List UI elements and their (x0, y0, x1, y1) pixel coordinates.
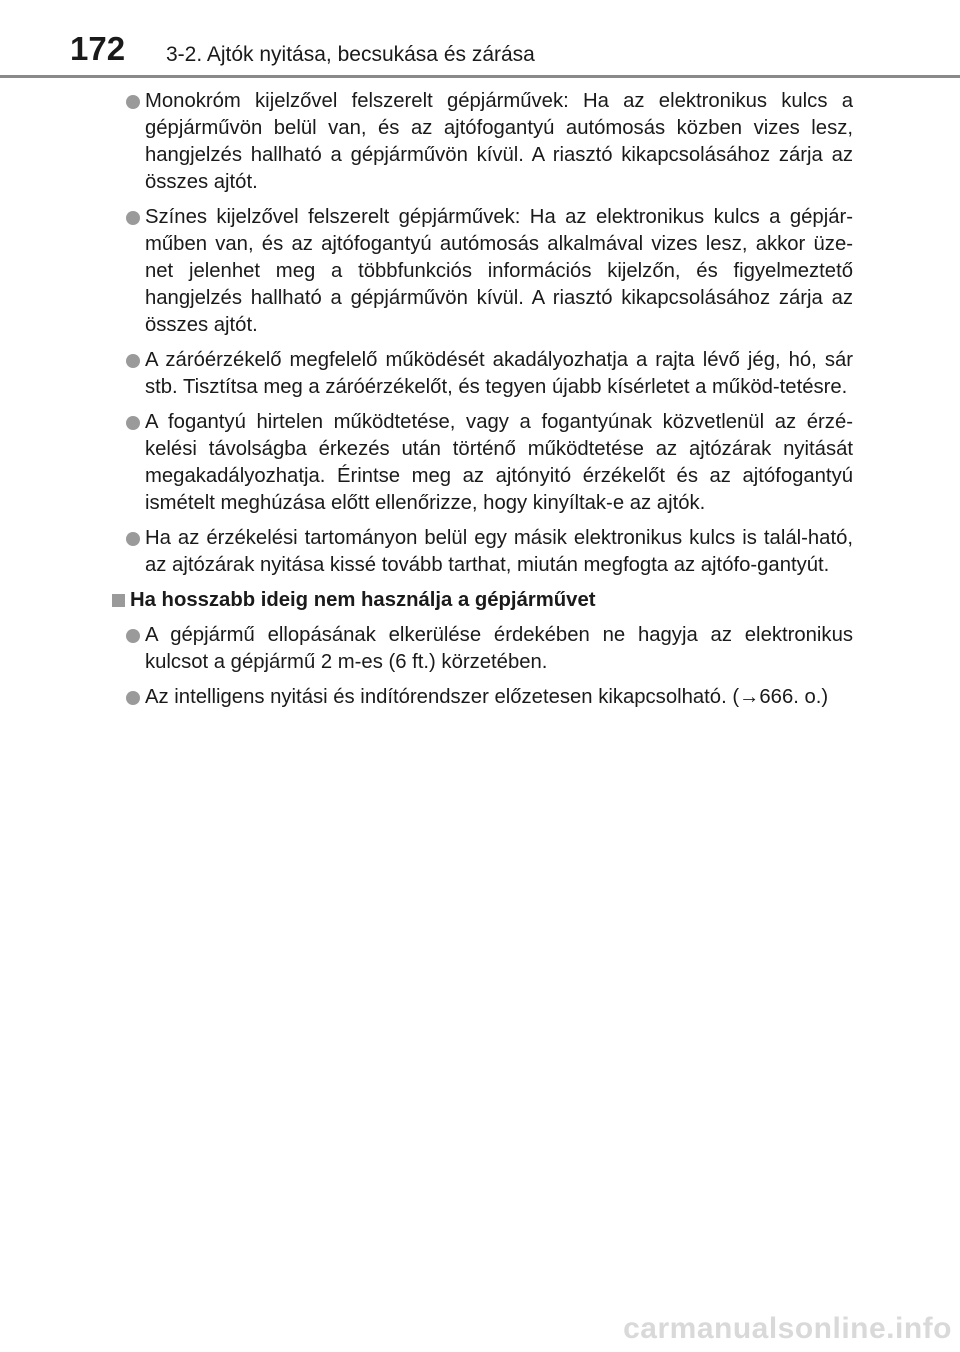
section-title: 3-2. Ajtók nyitása, becsukása és zárása (166, 43, 535, 66)
bullet-dot-icon (126, 532, 140, 546)
page-number: 172 (70, 30, 126, 67)
list-item (108, 525, 853, 579)
list-item (108, 622, 853, 676)
list-item (108, 204, 853, 339)
header-rule (0, 75, 960, 78)
bullet-dot-icon (126, 629, 140, 643)
watermark: carmanualsonline.info (623, 1312, 952, 1345)
subsection-heading-text: Ha hosszabb ideig nem használja a gépjárművet (130, 589, 596, 611)
subsection-heading (108, 587, 853, 614)
bullet-dot-icon (126, 354, 140, 368)
list-item-text: Monokróm kijelzővel felszerelt gépjárművek: Ha az elektronikus kulcs a gépjárművön belül van, és az ajtófogantyú autómosás közben vizes lesz, hangjelzés hallható a gépjárművön kívül. A riasztó kikapcsolásához zárja az összes ajtót. (145, 90, 853, 193)
list-item (108, 684, 853, 711)
bullet-dot-icon (126, 95, 140, 109)
list-item-text: Az intelligens nyitási és indítórendszer előzetesen kikapcsolható. (→666. o.) (145, 686, 829, 708)
list-item (108, 347, 853, 401)
bullet-dot-icon (126, 211, 140, 225)
list-item-text: A záróérzékelő megfelelő működését akadályozhatja a rajta lévő jég, hó, sár stb. Tisztítsa meg a záróérzékelőt, és tegyen újabb kísérletet a működ-tetésre. (145, 349, 853, 398)
list-item (108, 409, 853, 517)
page-content (108, 88, 853, 719)
list-item-text: A fogantyú hirtelen működtetése, vagy a fogantyúnak közvetlenül az érzé-kelési távolságba érkezés után történő működtetése az ajtózárak nyitását megakadályozhatja. Érintse meg az ajtónyitó érzékelőt és az ajtófogantyú ismételt meghúzása előtt ellenőrizze, hogy kinyíltak-e az ajtók. (145, 411, 853, 514)
page-header (0, 0, 960, 80)
square-marker-icon (112, 594, 125, 607)
bullet-dot-icon (126, 691, 140, 705)
bullet-dot-icon (126, 416, 140, 430)
list-item-text: A gépjármű ellopásának elkerülése érdekében ne hagyja az elektronikus kulcsot a gépjármű 2 m-es (6 ft.) körzetében. (145, 624, 853, 673)
list-item (108, 88, 853, 196)
list-item-text: Ha az érzékelési tartományon belül egy másik elektronikus kulcs is talál-ható, az ajtózárak nyitása kissé tovább tarthat, miután megfogta az ajtófo-gantyút. (145, 527, 853, 576)
list-item-text: Színes kijelzővel felszerelt gépjárművek: Ha az elektronikus kulcs a gépjár-műben van, és az ajtófogantyú autómosás alkalmával vizes lesz, akkor üze-net jelenhet meg a többfunkciós információs kijelzőn, és figyelmeztető hangjelzés hallható a gépjárművön kívül. A riasztó kikapcsolásához zárja az összes ajtót. (145, 206, 853, 336)
